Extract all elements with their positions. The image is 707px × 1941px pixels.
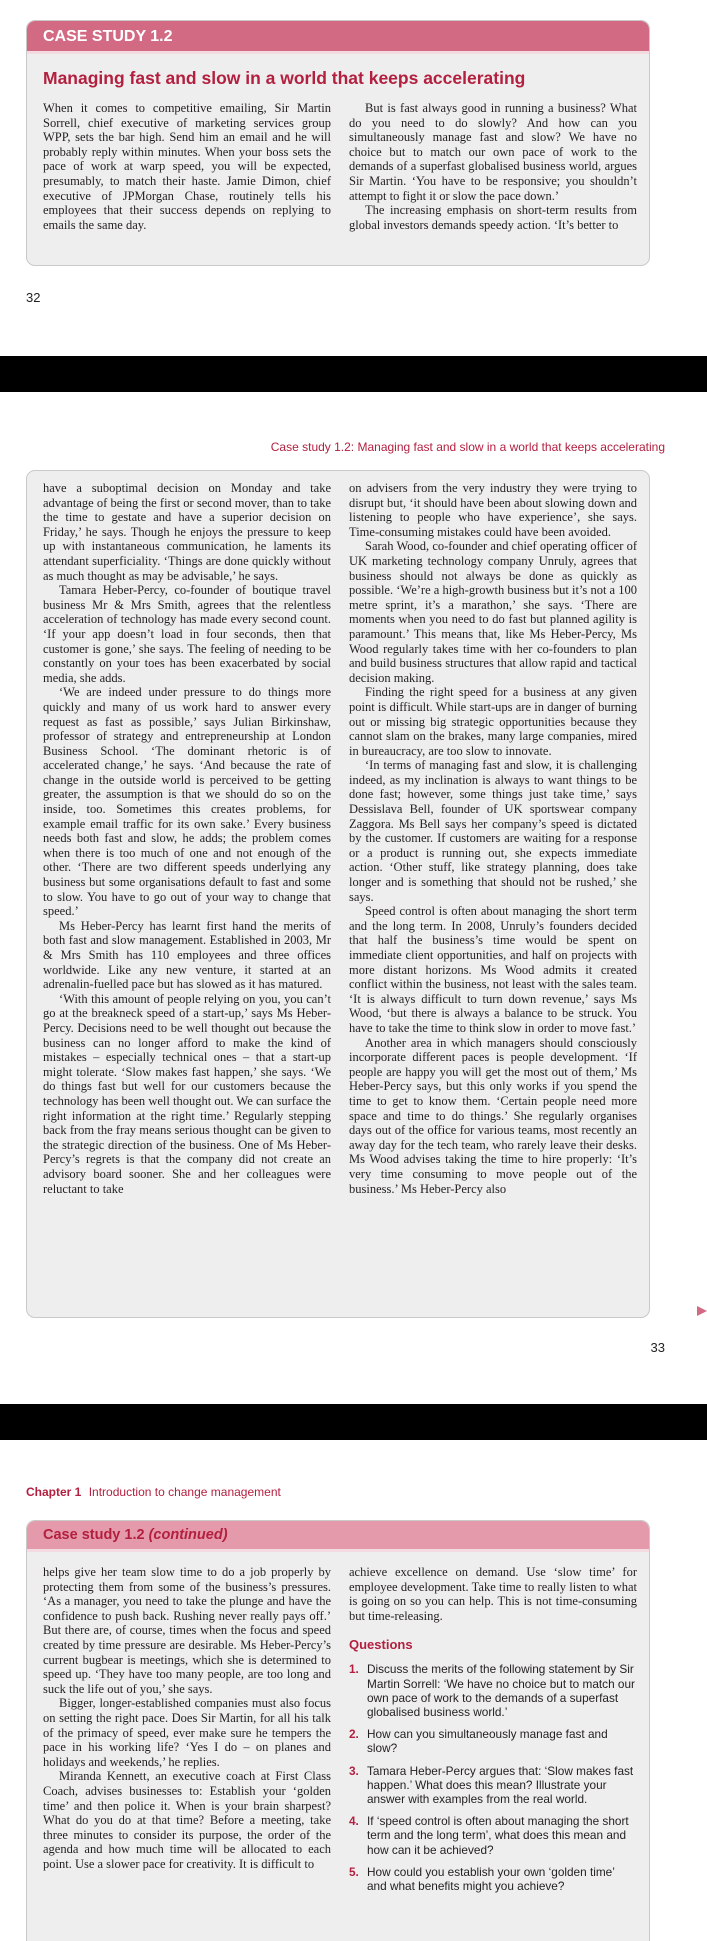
page-number: 32 [26,290,41,305]
paragraph: ‘We are indeed under pressure to do things more quickly and many of us work hard to answer every request as fast as possible,’ says Julian Birkinshaw, professor of strategy and entrepreneurship at London Business School. ‘The dominant rhetoric is of accelerated change,’ he says. ‘And because the rate of change in the outside world is perceived to be getting greater, the assumption is that we should do so on the inside, too. Sometimes this creates problems, for example email traffic for its own sake.’ Every business needs both fast and slow, he adds; the problem comes when there is too much of one and not enough of the other. ‘There are two different speeds underlying any business but some organisations default to fast and some to slow. You have to go out of your way to change that speed.’ [43,685,331,919]
page-33 [0,392,707,1404]
paragraph: The increasing emphasis on short-term results from global investors demands speedy action. ‘It’s better to [349,203,637,232]
case-study-label: Case study 1.2 [43,1527,145,1543]
paragraph: helps give her team slow time to do a job properly by protecting them from some of the business’s pressures. ‘As a manager, you need to take the plunge and have the confidence to push back. Rushing never really pays off.’ But there are, of course, times when the focus and speed created by time pressure are desirable. Ms Heber-Percy’s current bugbear is meetings, which she is determined to speed up. ‘They have too many people, are too long and suck the life out of you,’ she says. [43,1565,331,1696]
continuation-arrow-icon [697,1306,707,1316]
question-number: 4. [349,1814,359,1829]
question-item [349,1865,637,1893]
paragraph: Another area in which managers should consciously incorporate different paces is people development. ‘If people are happy you will get the most out of them,’ Ms Heber-Percy says, but this only works if you spend the time to get to know them. ‘Certain people need more space and time to do things.’ She regularly organises days out of the office for various teams, most recently an away day for the tech team, who rarely leave their desks. Ms Wood advises taking the time to hire properly: ‘It’s very time consuming to move people out of the business.’ Ms Heber-Percy also [349,1035,637,1196]
paragraph: Finding the right speed for a business at any given point is difficult. While start-ups are in danger of burning out or missing big strategic opportunities because they cannot slam on the brakes, many large companies, mired in bureaucracy, are too slow to innovate. [349,685,637,758]
page32-column-left [43,101,331,232]
page-number: 33 [650,1340,665,1355]
page33-column-right [349,481,637,1196]
question-number: 3. [349,1763,359,1778]
paragraph: Speed control is often about managing the short term and the long term. In 2008, Unruly’s founders decided that half the business’s time would be spent on immediate client opportunities, and half on projects with more distant horizons. Ms Wood admits it created conflict within the business, not least with the sales team. ‘It is always difficult to turn down revenue,’ says Ms Wood, ‘but there is always a balance to be struck. You have to take the time to think slow in order to move fast.’ [349,904,637,1035]
question-text: If ‘speed control is often about managing the short term and the long term’, what does this mean and how can it be achieved? [367,1814,629,1857]
page-separator [0,356,707,392]
question-item [349,1727,637,1755]
page-34 [0,1440,707,1920]
paragraph: Bigger, longer-established companies must also focus on setting the right pace. Does Sir Martin, for all his talk of the primacy of speed, ever make sure he tempers the pace in his working life? ‘Yes I do – on planes and holidays and weekends,’ he replies. [43,1696,331,1769]
question-number: 5. [349,1864,359,1879]
case-study-continued-label [27,1521,649,1552]
case-study-box [26,20,650,266]
paragraph: But is fast always good in running a business? What do you need to do slowly? And how can you simultaneously manage fast and slow? We have no choice but to match our own pace of work to the demands of a superfast globalised business world, argues Sir Martin. ‘You have to be responsive; you shouldn’t attempt to fight it or slow the pace down.’ [349,101,637,203]
running-head: Case study 1.2: Managing fast and slow in a world that keeps accelerating [270,440,665,454]
paragraph: When it comes to competitive emailing, Sir Martin Sorrell, chief executive of marketing services group WPP, sets the bar high. Send him an email and he will probably reply within minutes. When your boss sets the pace of work at warp speed, you will be expected, presumably, to match their haste. Jamie Dimon, chief executive of JPMorgan Chase, routinely tells his employees that their success depends on replying to emails the same day. [43,101,331,232]
question-item [349,1764,637,1807]
page34-column-right [349,1565,637,1901]
paragraph: ‘In terms of managing fast and slow, it is challenging indeed, as my inclination is always to want things to be done fast; however, some things just take time,’ says Dessislava Bell, founder of UK sportswear company Zaggora. Ms Bell says her company’s speed is dictated by the customer. If customers are waiting for a response or a product is running out, she expects immediate action. ‘Other stuff, like strategy planning, does take longer and is something that should not be rushed,’ she says. [349,758,637,904]
chapter-label: Chapter 1 [26,1485,82,1499]
paragraph: have a suboptimal decision on Monday and take advantage of being the first or second mover, than to take the time to gestate and have a superior decision on Friday,’ he says. Though he enjoys the pressure to keep up with instantaneous communication, he laments its attendant superficiality. ‘Things are done quickly without as much thought as may be advisable,’ he says. [43,481,331,583]
questions-list [349,1662,637,1893]
case-study-label: CASE STUDY 1.2 [27,21,649,54]
page33-column-left [43,481,331,1196]
case-study-box [26,470,650,1318]
continued-label: (continued) [148,1527,228,1543]
question-number: 1. [349,1662,359,1677]
chapter-title: Introduction to change management [88,1485,281,1499]
question-text: Discuss the merits of the following statement by Sir Martin Sorrell: ‘We have no choice but to match our own pace of work to the demands of a superfast globalised business world.’ [367,1662,635,1719]
page34-column-left [43,1565,331,1901]
paragraph: Sarah Wood, co-founder and chief operating officer of UK marketing technology company Unruly, agrees that business should not always be done as quickly as possible. ‘We’re a high-growth business but it’s not a 100 metre sprint, it’s a marathon,’ she says. ‘There are moments when you need to do fast but planned agility is paramount.’ This means that, like Ms Heber-Percy, Ms Wood regularly takes time with her co-founders to plan and build business structures that allow rapid and tactical decision making. [349,539,637,685]
question-item [349,1662,637,1719]
question-text: How can you simultaneously manage fast and slow? [367,1727,608,1756]
paragraph: ‘With this amount of people relying on you, you can’t go at the breakneck speed of a start-up,’ says Ms Heber-Percy. Decisions need to be well thought out because the business can no longer afford to make the kind of mistakes – especially technical ones – that a start-up might tolerate. ‘Slow makes fast happen,’ she says. ‘We do things fast but well for our customers because the technology has been well thought out. We can surface the right information at the right time.’ Regularly stepping back from the fray means serious thought can be given to the strategic direction of the business. One of Ms Heber-Percy’s regrets is that the company did not create an advisory board sooner. She and her colleagues were reluctant to take [43,991,331,1196]
paragraph: on advisers from the very industry they were trying to disrupt but, ‘it should have been about slowing down and listening to people who have experience’, she says. Time-consuming mistakes could have been avoided. [349,481,637,539]
page32-column-right [349,101,637,232]
page-32 [0,0,707,356]
page-separator [0,1404,707,1440]
question-number: 2. [349,1727,359,1742]
question-text: Tamara Heber-Percy argues that: ‘Slow makes fast happen.’ What does this mean? Illustrate your answer with examples from the real world. [367,1763,634,1806]
questions-heading: Questions [349,1637,413,1653]
paragraph: Ms Heber-Percy has learnt first hand the merits of both fast and slow management. Established in 2003, Mr & Mrs Smith has 110 employees and three offices worldwide. Like any new venture, it started at an adrenalin-fuelled pace but has slowed as it has matured. [43,918,331,992]
paragraph: achieve excellence on demand. Use ‘slow time’ for employee development. Take time to really listen to what is going on so you can help. This is not time-consuming but time-releasing. [349,1565,637,1623]
case-study-title: Managing fast and slow in a world that keeps accelerating [43,68,526,88]
paragraph: Miranda Kennett, an executive coach at First Class Coach, advises businesses to: Establish your ‘golden time’ and then police it. When is your brain sharpest? What do you do at that time? Before a meeting, take three minutes to consider its purpose, the order of the agenda and how much time will be allocated to each point. Use a slower pace for creativity. It is difficult to [43,1769,331,1871]
chapter-heading [26,1485,281,1499]
paragraph: Tamara Heber-Percy, co-founder of boutique travel business Mr & Mrs Smith, agrees that the relentless acceleration of technology has made every second count. ‘If your app doesn’t load in four seconds, then that customer is gone,’ she says. The feeling of needing to be constantly on your toes has been exacerbated by social media, she adds. [43,583,331,685]
question-item [349,1814,637,1857]
case-study-box [26,1520,650,1941]
question-text: How could you establish your own ‘golden time’ and what benefits might you achieve? [367,1864,615,1894]
